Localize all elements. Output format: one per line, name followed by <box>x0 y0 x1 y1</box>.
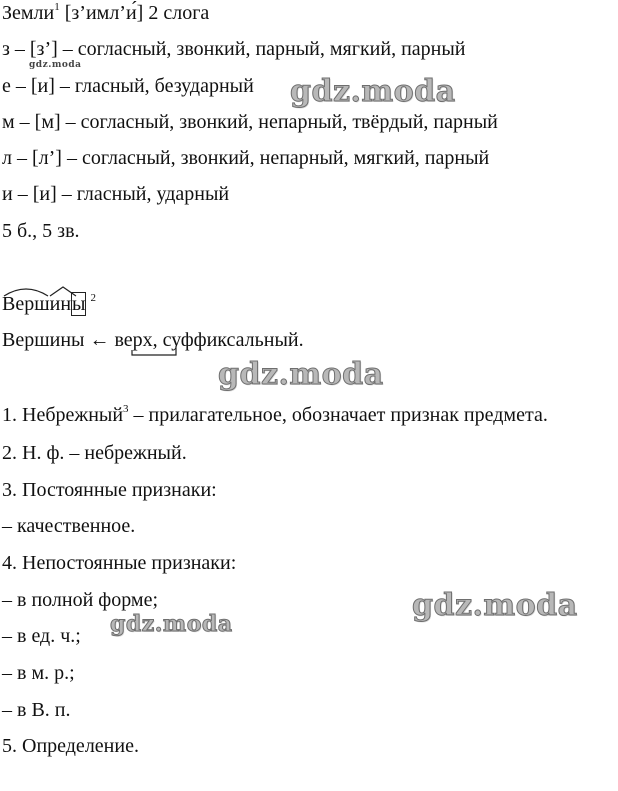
morph-line: – в м. р.; <box>2 662 75 684</box>
watermark: gdz.moda <box>110 611 233 637</box>
watermark: gdz.moda <box>290 74 456 109</box>
suffix: ин <box>49 293 72 315</box>
ending: ы <box>72 293 86 315</box>
letter-line: м – [м] – согласный, звонкий, непарный, твёрдый, парный <box>2 111 498 133</box>
morphemic-word <box>2 292 96 316</box>
sound-summary: 5 б., 5 зв. <box>2 220 80 242</box>
letter-line: и – [и] – гласный, ударный <box>2 183 230 205</box>
morph-line: – в полной форме; <box>2 589 159 611</box>
morph-line: 2. Н. ф. – небрежный. <box>2 442 187 464</box>
letter-line: з – [з’] – согласный, звонкий, парный, мягкий, парный <box>2 38 466 60</box>
derivation-base: верх <box>114 329 153 351</box>
root: Верш <box>2 293 50 315</box>
transcription: [з’имл’и́] <box>64 2 144 24</box>
phonetic-header <box>2 1 209 25</box>
morph-line: 5. Определение. <box>2 735 139 757</box>
syllable-count: 2 слога <box>148 2 210 24</box>
morph-line: 1. Небрежный$^3$ – прилагательное, обозначает признак предмета. <box>2 403 548 426</box>
footnote-marker: 1 <box>54 1 60 13</box>
watermark-small: gdz.moda <box>29 60 82 70</box>
morph-line: 3. Постоянные признаки: <box>2 479 217 501</box>
letter-line: л – [л’] – согласный, звонкий, непарный, мягкий, парный <box>2 147 490 169</box>
letter-line: е – [и] – гласный, безударный <box>2 75 254 97</box>
morph-line: 4. Непостоянные признаки: <box>2 552 237 574</box>
morph-line: – в В. п. <box>2 699 71 721</box>
phonetic-word: Земли <box>2 2 55 24</box>
watermark: gdz.moda <box>412 588 578 623</box>
footnote-marker: 2 <box>90 292 96 304</box>
morph-line: – качественное. <box>2 515 136 537</box>
morph-line: – в ед. ч.; <box>2 625 81 647</box>
watermark: gdz.moda <box>218 357 384 392</box>
derivation-line: Вершины ← верх, суффиксальный. <box>2 329 304 351</box>
